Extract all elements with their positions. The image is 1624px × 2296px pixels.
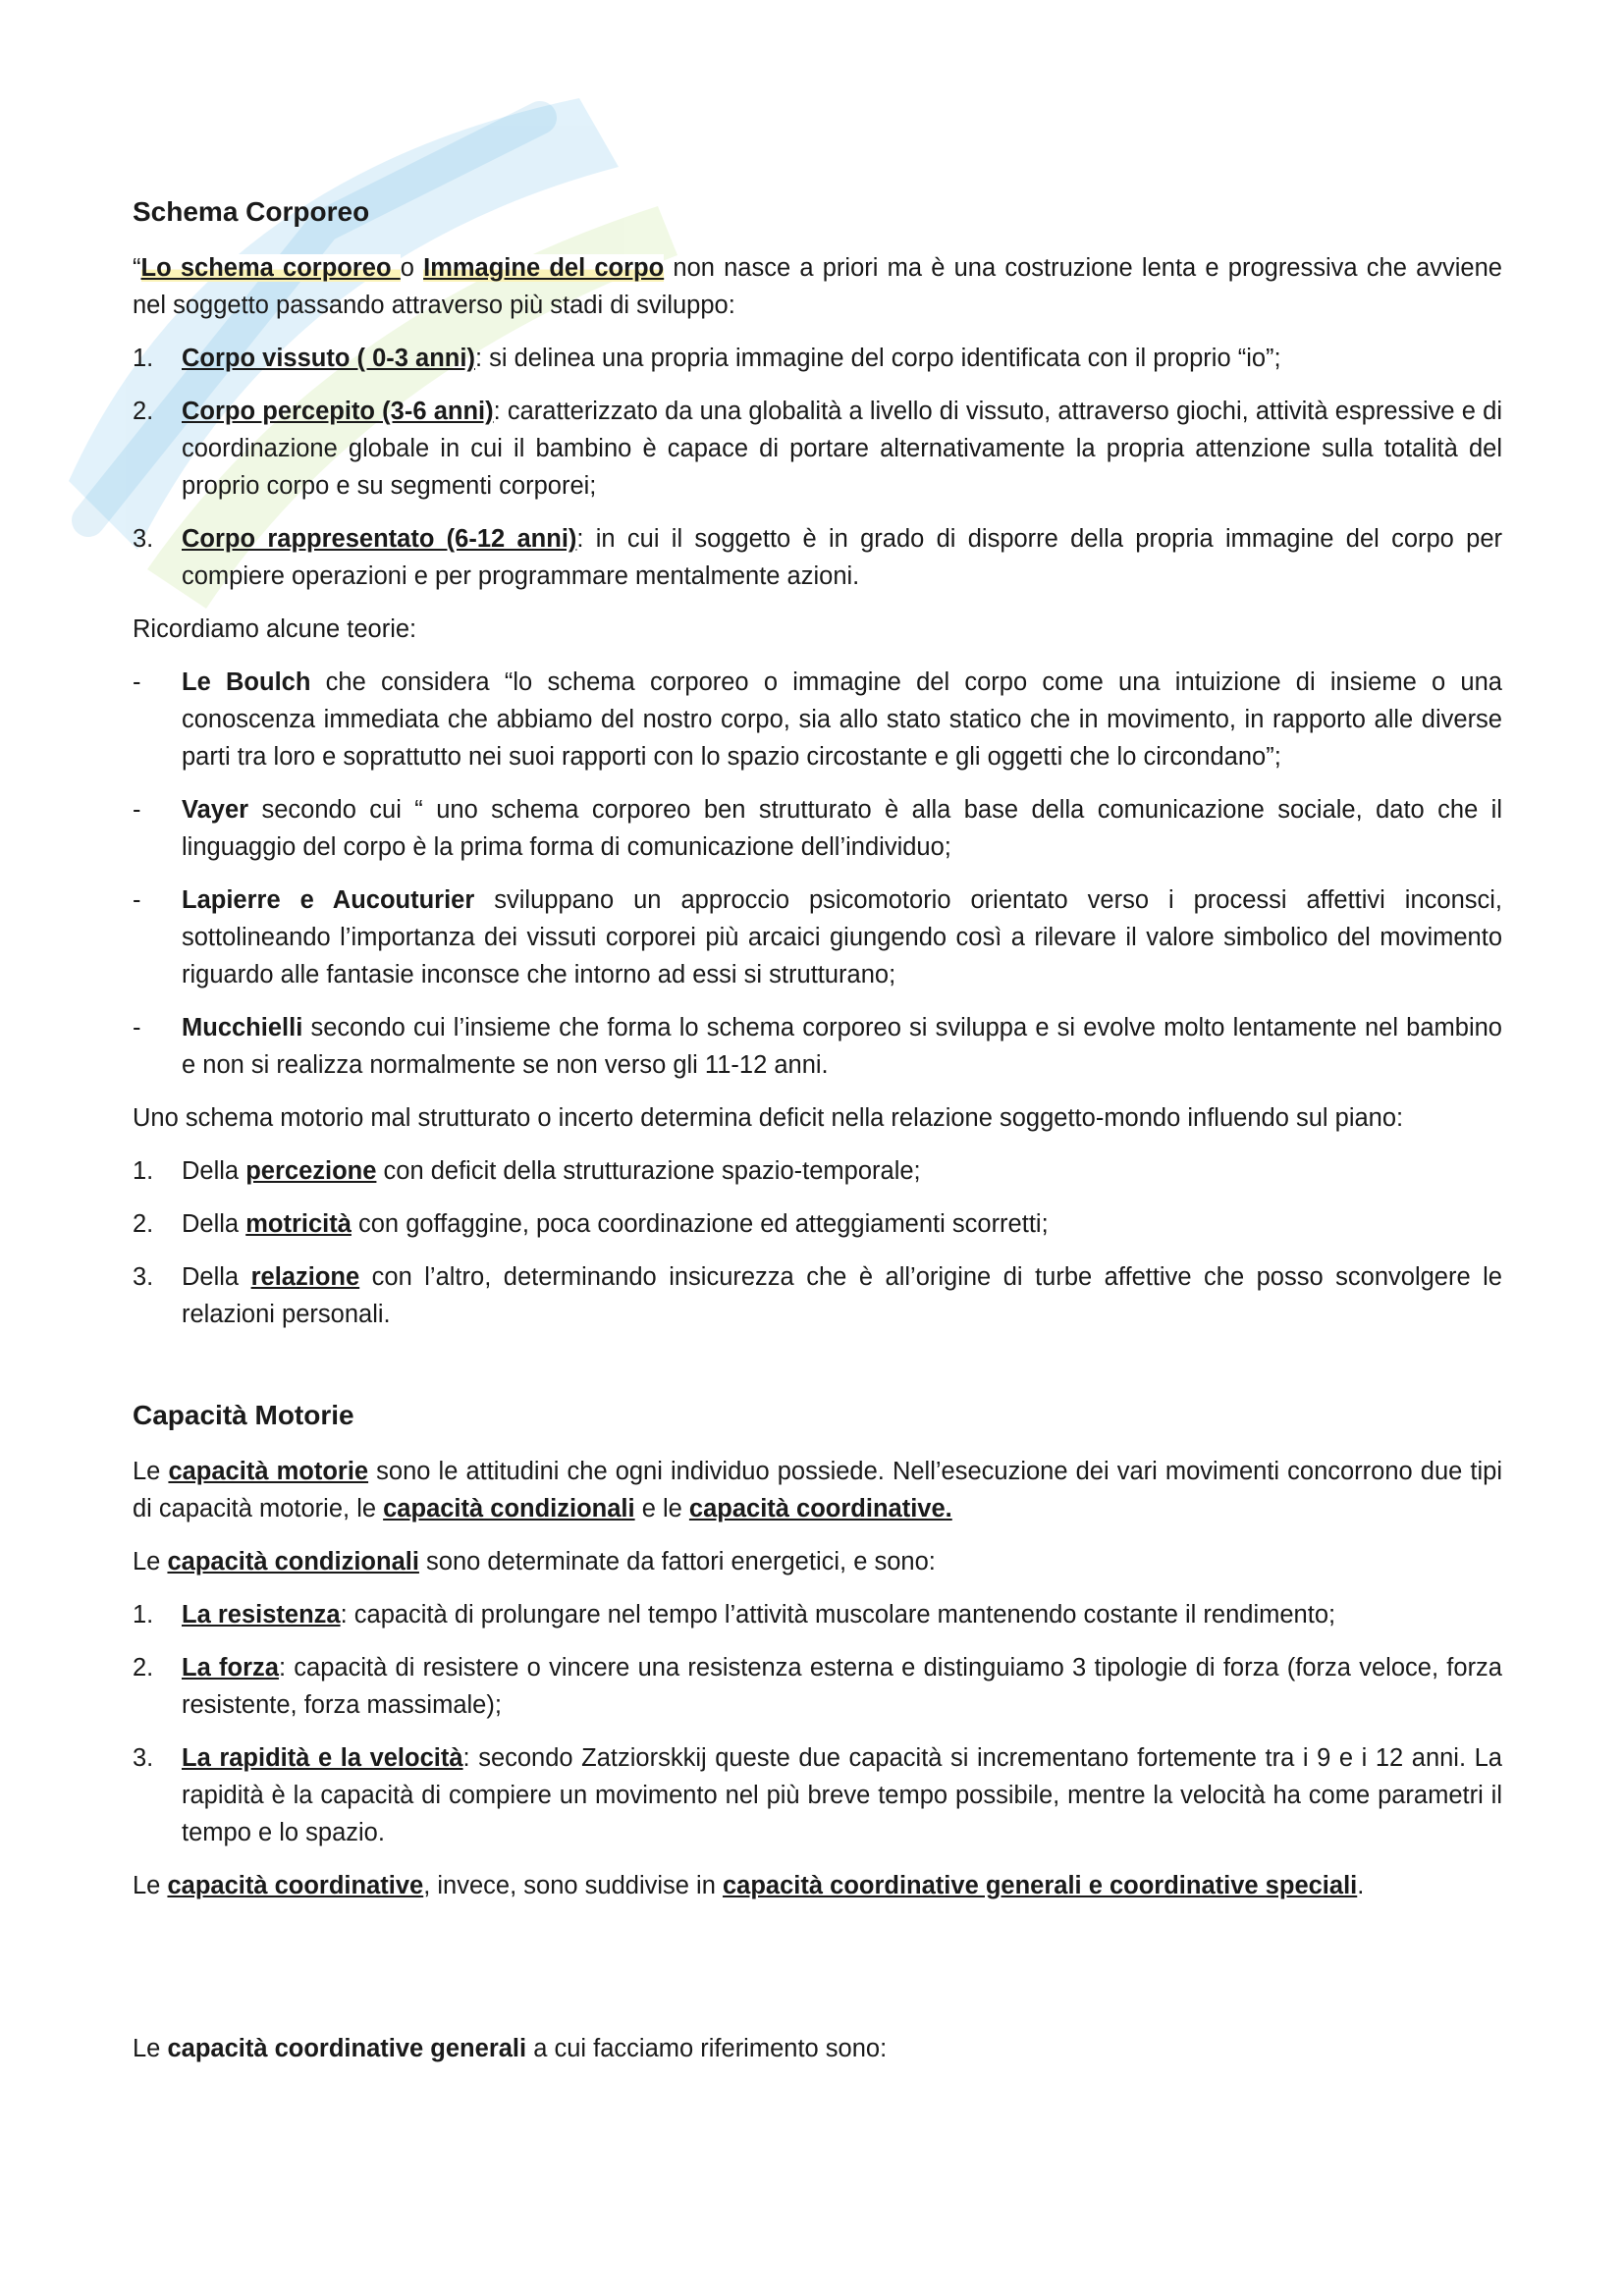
list-item: [133, 520, 1502, 595]
theorist-name: Le Boulch: [182, 668, 311, 696]
list-number: 1.: [133, 345, 154, 372]
list-item: [133, 393, 1502, 505]
text-run: Le: [133, 2035, 168, 2062]
list-item: [133, 1009, 1502, 1084]
section-title-schema-corporeo: Schema Corporeo: [133, 196, 370, 227]
item-prefix: Della: [182, 1210, 246, 1238]
item-text: : in cui il soggetto è in grado di disporre della propria immagine del corpo per compiere operazioni e per programmare mentalmente azioni.: [182, 525, 1502, 590]
list-dash: -: [133, 1014, 141, 1041]
list-number: 3.: [133, 525, 154, 553]
list-number: 2.: [133, 398, 154, 425]
item-text: secondo cui l’insieme che forma lo schema corporeo si sviluppa e si evolve molto lentamente nel bambino e non si realizza normalmente se non verso gli 11-12 anni.: [182, 1014, 1502, 1079]
term-immagine-del-corpo: Immagine del corpo: [423, 254, 665, 282]
item-text: : secondo Zatziorskkij queste due capacità si incrementano fortemente tra i 9 e i 12 anni. La rapidità è la capacità di compiere un movimento nel più breve tempo possibile, mentre la velocità ha come parametri il tempo e lo spazio.: [182, 1744, 1502, 1846]
deficit-intro: Uno schema motorio mal strutturato o incerto determina deficit nella relazione soggetto-mondo influendo sul piano:: [133, 1104, 1404, 1132]
item-text: con l’altro, determinando insicurezza che è all’origine di turbe affettive che posso sconvolgere le relazioni personali.: [182, 1263, 1502, 1328]
list-dash: -: [133, 886, 141, 914]
text-run: sono le attitudini che ogni individuo possiede. Nell’esecuzione dei vari movimenti concorrono due tipi di capacità motorie, le: [133, 1458, 1503, 1522]
item-text: con deficit della strutturazione spazio-temporale;: [376, 1157, 921, 1185]
term: La forza: [182, 1654, 279, 1682]
text-run: a cui facciamo riferimento sono:: [526, 2035, 888, 2062]
list-number: 1.: [133, 1601, 154, 1629]
term: capacità coordinative generali: [167, 2035, 527, 2062]
motor-skills-paragraph: [133, 1453, 1502, 1527]
theories-intro: Ricordiamo alcune teorie:: [133, 615, 417, 643]
list-item: [133, 664, 1502, 775]
item-text: : si delinea una propria immagine del corpo identificata con il proprio “io”;: [474, 345, 1281, 372]
list-item: [133, 1649, 1502, 1724]
section-title-capacita-motorie: Capacità Motorie: [133, 1400, 354, 1430]
term: relazione: [250, 1263, 360, 1291]
term: Corpo vissuto ( 0-3 anni): [182, 345, 475, 372]
text-run: Le: [133, 1872, 168, 1899]
term: La rapidità e la velocità: [182, 1744, 463, 1772]
theorist-name: Lapierre e Aucouturier: [182, 886, 475, 914]
text-run: e le: [634, 1495, 689, 1522]
theorist-name: Vayer: [182, 796, 249, 824]
term: motricità: [245, 1210, 352, 1238]
open-quote: “: [133, 254, 141, 282]
document-page: [133, 192, 1502, 2083]
list-dash: -: [133, 796, 141, 824]
list-number: 1.: [133, 1157, 154, 1185]
list-number: 3.: [133, 1744, 154, 1772]
theorist-name: Mucchielli: [182, 1014, 303, 1041]
list-item: [133, 340, 1502, 377]
item-text: : caratterizzato da una globalità a livello di vissuto, attraverso giochi, attività espressive e di coordinazione globale in cui il bambino è capace di portare alternativamente la propria attenzione sulla totalità del proprio corpo e su segmenti corporei;: [182, 398, 1502, 500]
text-run: Le: [133, 1548, 168, 1575]
list-item: [133, 1152, 1502, 1190]
term: Corpo percepito (3-6 anni): [182, 398, 494, 425]
term: Corpo rappresentato (6-12 anni): [182, 525, 577, 553]
item-text: sviluppano un approccio psicomotorio orientato verso i processi affettivi inconsci, sottolineando l’importanza dei vissuti corporei più arcaici giungendo così a rilevare il valore simbolico del movimento riguardo alle fantasie inconsce che intorno ad essi si strutturano;: [182, 886, 1503, 988]
term: capacità motorie: [168, 1458, 369, 1485]
item-prefix: Della: [182, 1263, 251, 1291]
list-item: [133, 791, 1502, 866]
text-run: Le: [133, 1458, 169, 1485]
intro-paragraph: [133, 249, 1502, 324]
text-run: sono determinate da fattori energetici, e sono:: [418, 1548, 936, 1575]
coordinative-skills-paragraph: [133, 1867, 1502, 1904]
list-item: [133, 1596, 1502, 1633]
intro-connector: o: [400, 254, 424, 282]
list-item: [133, 1739, 1502, 1851]
list-number: 2.: [133, 1210, 154, 1238]
term: capacità condizionali: [167, 1548, 419, 1575]
item-text: : capacità di prolungare nel tempo l’attività muscolare mantenendo costante il rendimento;: [340, 1601, 1336, 1629]
text-run: , invece, sono suddivise in: [423, 1872, 723, 1899]
list-number: 3.: [133, 1263, 154, 1291]
conditional-skills-intro: [133, 1543, 1502, 1580]
term: La resistenza: [182, 1601, 341, 1629]
list-dash: -: [133, 668, 141, 696]
item-text: : capacità di resistere o vincere una resistenza esterna e distinguiamo 3 tipologie di forza (forza veloce, forza resistente, forza massimale);: [182, 1654, 1502, 1719]
term: capacità coordinative generali e coordinative speciali: [722, 1872, 1358, 1899]
general-coordinative-intro: [133, 2030, 1502, 2067]
term: percezione: [245, 1157, 377, 1185]
item-text: con goffaggine, poca coordinazione ed atteggiamenti scorretti;: [351, 1210, 1049, 1238]
text-run: .: [1357, 1872, 1365, 1899]
item-text: che considera “lo schema corporeo o immagine del corpo come una intuizione di insieme o una conoscenza immediata che abbiamo del nostro corpo, sia allo stato statico che in movimento, in rapporto alle diverse parti tra loro e soprattutto nei suoi rapporti con lo spazio circostante e gli oggetti che lo circondano”;: [182, 668, 1502, 771]
list-item: [133, 1258, 1502, 1333]
intro-text: non nasce a priori ma è una costruzione lenta e progressiva che avviene nel soggetto passando attraverso più stadi di sviluppo:: [133, 254, 1502, 319]
item-text: secondo cui “ uno schema corporeo ben strutturato è alla base della comunicazione sociale, dato che il linguaggio del corpo è la prima forma di comunicazione dell’individuo;: [182, 796, 1502, 861]
list-number: 2.: [133, 1654, 154, 1682]
term-schema-corporeo: Lo schema corporeo: [140, 254, 401, 282]
list-item: [133, 1205, 1502, 1243]
term: capacità condizionali: [383, 1495, 635, 1522]
term: capacità coordinative: [167, 1872, 424, 1899]
term: capacità coordinative.: [688, 1495, 952, 1522]
item-prefix: Della: [182, 1157, 246, 1185]
list-item: [133, 881, 1502, 993]
